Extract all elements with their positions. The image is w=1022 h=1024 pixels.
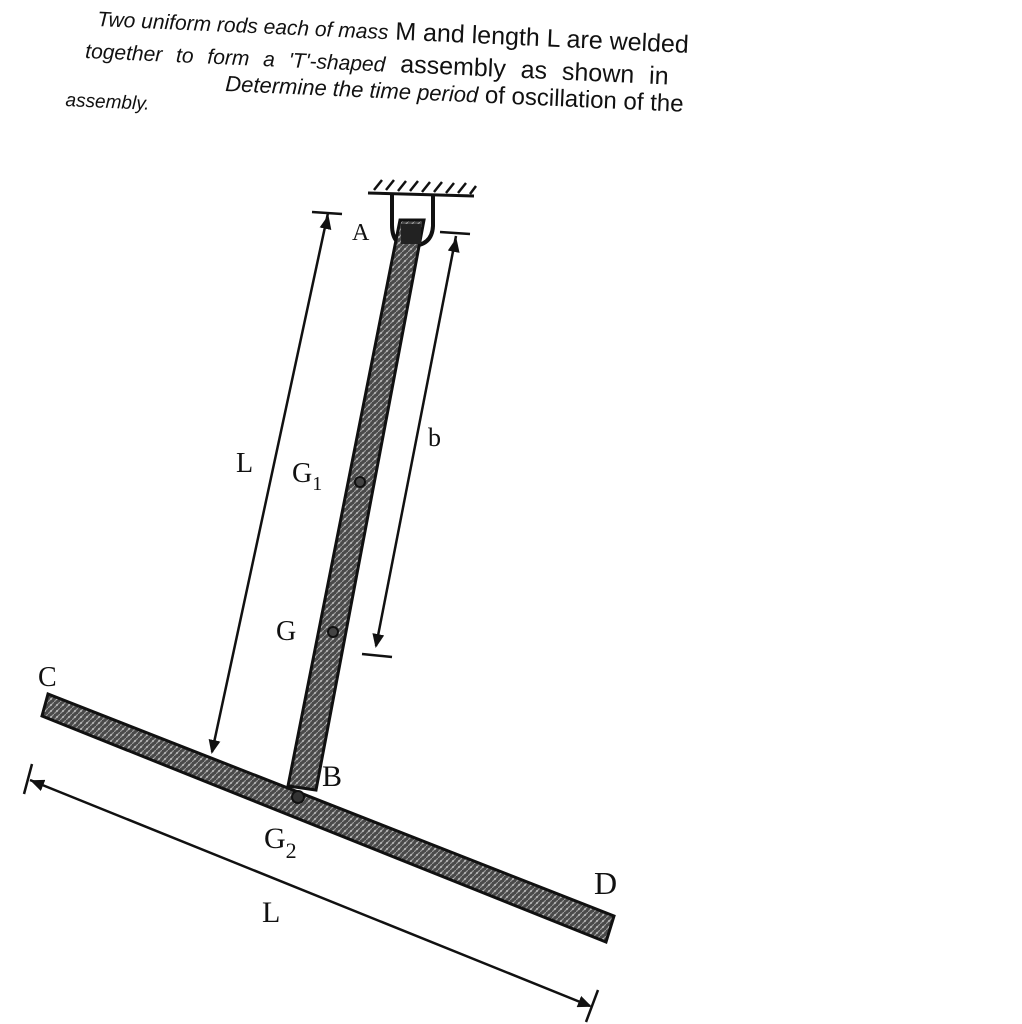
label-A: A (352, 220, 370, 246)
label-C: C (38, 662, 57, 693)
problem-line-1-part-a: Two uniform rods each of mass (96, 7, 389, 45)
label-G1-subscript: 1 (312, 473, 323, 495)
ceiling-support (368, 180, 476, 196)
problem-line-1-part-b: M and length L are welded (394, 17, 690, 59)
problem-line-3-part-b: of oscillation of the (484, 81, 685, 118)
label-G2 (264, 822, 297, 863)
label-D: D (594, 865, 618, 901)
point-G2-marker (292, 791, 304, 803)
problem-line-2-part-b: assembly as shown in (399, 50, 670, 91)
label-G: G (276, 616, 297, 647)
label-G1 (292, 458, 322, 495)
label-L-vertical: L (236, 448, 254, 479)
label-G2-subscript: 2 (285, 838, 297, 863)
label-G1-main: G (292, 458, 313, 489)
problem-line-3-part-a: Determine the time period (224, 70, 479, 108)
point-G-marker (328, 627, 338, 637)
pivot-block (401, 224, 421, 244)
point-G1-marker (355, 477, 365, 487)
label-L-horizontal: L (262, 896, 281, 929)
label-B: B (322, 760, 343, 793)
problem-line-4: assembly. (65, 90, 151, 115)
label-b: b (428, 423, 441, 452)
label-G2-main: G (264, 822, 286, 855)
problem-line-2-part-a: together to form a 'T'-shaped (84, 39, 386, 77)
